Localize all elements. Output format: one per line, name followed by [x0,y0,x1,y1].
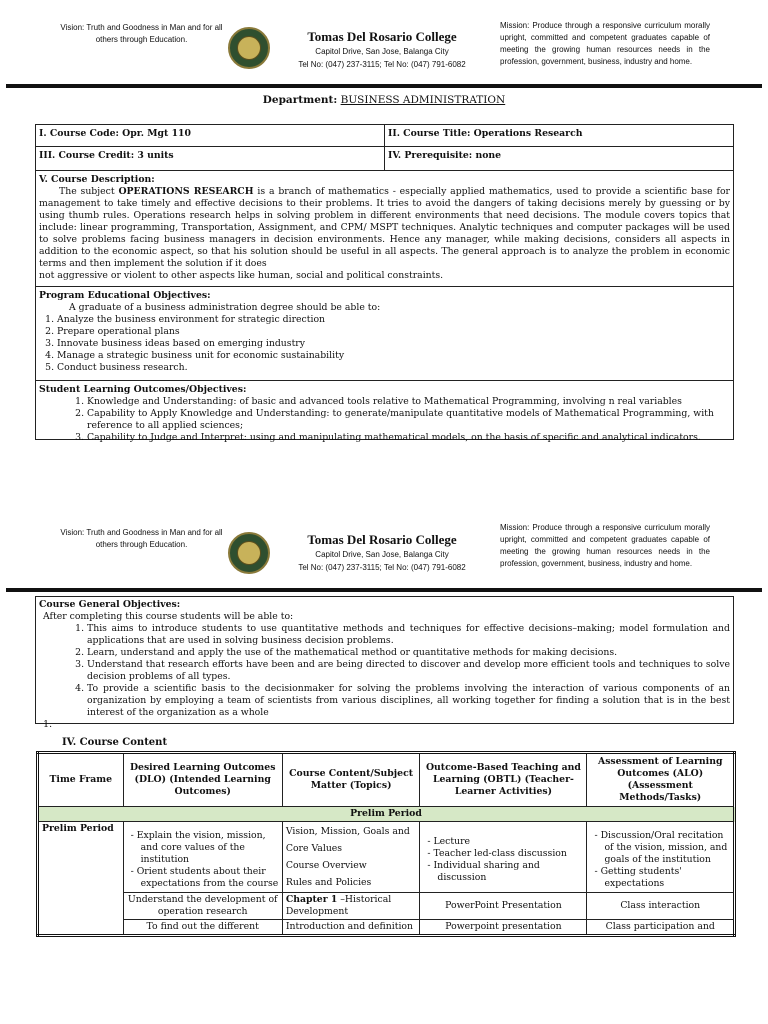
description-heading: V. Course Description: [39,174,155,185]
table-row [38,920,735,936]
college-seal-icon [228,27,270,69]
dlo-cell: Understand the development of operation research [123,893,282,920]
course-content-table-wrap [36,751,736,937]
header-dlo: Desired Learning Outcomes (DLO) (Intended Learning Outcomes) [123,753,282,807]
list-item: 5. Conduct business research. [57,362,730,374]
college-seal-icon [228,532,270,574]
vision-statement: Vision: Truth and Goodness in Man and for all others through Education. [60,528,223,549]
description-lead: The subject [59,186,119,197]
course-content-heading: IV. Course Content [62,737,168,748]
topics-cell [282,893,420,920]
list-item: - Individual sharing and discussion [437,860,583,884]
vision-statement: Vision: Truth and Goodness in Man and for all others through Education. [60,23,223,44]
list-item: 3. Understand that research efforts have been and are being directed to discover and develop more efficient tools and techniques to solve decision problems of all types. [87,659,730,683]
time-frame-cell: Prelim Period [38,822,124,936]
list-item: - Orient students about their expectations from the course [141,866,279,890]
obtl-cell: PowerPoint Presentation [420,893,587,920]
list-item: 1. Analyze the business environment for strategic direction [57,314,730,326]
list-item: 4. Manage a strategic business unit for economic sustainability [57,350,730,362]
list-item: - Teacher led-class discussion [437,848,583,860]
dlo-cell [123,822,282,893]
college-name: Tomas Del Rosario College [307,29,457,44]
period-band: Prelim Period [38,807,735,822]
cgo-list [39,623,730,719]
course-content-table [36,751,736,937]
table-row [38,807,735,822]
list-item: 2. Learn, understand and apply the use of the mathematical method or quantitative methods for making decisions. [87,647,730,659]
peo-list [39,314,730,374]
dlo-cell: To find out the different [123,920,282,936]
course-title: II. Course Title: Operations Research [385,125,733,147]
course-general-objectives [35,596,734,724]
header-alo: Assessment of Learning Outcomes (ALO) (Assessment Methods/Tasks) [587,753,735,807]
alo-cell [587,822,735,893]
description-body [39,186,730,270]
table-row [38,822,735,893]
mission-statement: Mission: Produce through a responsive curriculum morally upright, committed and competent graduates capable of meeting the growing human resources needs in the profession, government, business, industry and home. [500,523,710,568]
department-line [0,94,768,106]
slo-heading: Student Learning Outcomes/Objectives: [39,384,247,395]
topic-item: Course Overview [285,860,367,871]
course-credit: III. Course Credit: 3 units [36,147,385,171]
program-objectives [36,287,733,381]
list-item: 1. Knowledge and Understanding: of basic and advanced tools relative to Mathematical Programming, involving n real variables [87,396,730,408]
department-label: Department: [262,94,338,106]
list-item: 2. Capability to Apply Knowledge and Understanding: to generate/manipulate quantitative models of Mathematical Programming, with reference to all applied sciences; [87,408,730,432]
list-item: 3. Capability to Judge and Interpret: using and manipulating mathematical models, on the basis of specific and analytical indicators. [87,432,730,444]
list-item: 2. Prepare operational plans [57,326,730,338]
obtl-cell [420,822,587,893]
header-topics: Course Content/Subject Matter (Topics) [282,753,420,807]
student-learning-outcomes [36,381,733,443]
mission-statement: Mission: Produce through a responsive curriculum morally upright, committed and competent graduates capable of meeting the growing human resources needs in the profession, government, business, industry and home. [500,21,710,66]
chapter-label: Chapter 1 [285,894,338,905]
table-header-row [38,753,735,807]
alo-cell: Class interaction [587,893,735,920]
course-description [36,171,733,287]
list-item: 1. This aims to introduce students to use quantitative methods and techniques for effective decisions–making; model formulation and applications that are used in solving business decision problems. [87,623,730,647]
list-item: - Explain the vision, mission, and core values of the institution [141,830,279,866]
header-divider [6,588,762,592]
college-name: Tomas Del Rosario College [307,532,457,547]
obtl-cell: Powerpoint presentation [420,920,587,936]
cgo-heading: Course General Objectives: [39,599,181,610]
course-code: I. Course Code: Opr. Mgt 110 [36,125,385,147]
college-address: Capitol Drive, San Jose, Balanga City [315,47,449,56]
course-info-box [35,124,734,443]
list-item: - Discussion/Oral recitation of the vision, mission, and goals of the institution [604,830,730,866]
department-name: BUSINESS ADMINISTRATION [340,94,506,106]
list-item: 4. To provide a scientific basis to the decisionmaker for solving the problems involving the interaction of various components of an organization by employing a team of scientists from various disciplines, all working together for finding a solution that is in the best interest of the organization as a whole [87,683,730,719]
table-row [38,893,735,920]
college-telephone: Tel No: (047) 237-3115; Tel No: (047) 791-6082 [298,60,466,69]
list-item: 3. Innovate business ideas based on emerging industry [57,338,730,350]
chapter-title: –Historical Development [285,894,392,917]
college-telephone: Tel No: (047) 237-3115; Tel No: (047) 791-6082 [298,563,466,572]
peo-intro: A graduate of a business administration degree should be able to: [69,302,381,313]
description-text: is a branch of mathematics - especially applied mathematics, used to provide a scientific base for management to take timely and effective decisions to their problems. It tries to avoid the dangers of taking decisions merely by guessing or by using thumb rules. Operations research helps in solving problem in different environments that need decisions. The module covers topics that include: linear programming, Transportation, Assignment, and CPM/ MSPT techniques. Analytic techniques and computer packages will be used to solve problems facing business managers in decision environments. Hence any manager, while making decisions, considers all aspects in addition to the economic aspect, so that his solution should be useful in all aspects. The general approach is to analyze the problem in economic terms and then implement the solution if it does [39,186,730,269]
topics-cell [282,822,420,893]
peo-heading: Program Educational Objectives: [39,290,211,301]
description-subject: OPERATIONS RESEARCH [118,186,254,197]
description-tail: not aggressive or violent to other aspects like human, social and political constraints. [39,270,444,281]
alo-cell: Class participation and [587,920,735,936]
course-prerequisite: IV. Prerequisite: none [385,147,733,171]
cgo-intro: After completing this course students will be able to: [43,611,294,622]
list-item [55,719,730,731]
topics-cell: Introduction and definition [282,920,420,936]
topic-item: Rules and Policies [285,877,372,888]
list-item: - Lecture [437,836,583,848]
list-item: - Getting students' expectations [604,866,730,890]
cgo-list-tail [39,719,730,731]
college-address: Capitol Drive, San Jose, Balanga City [315,550,449,559]
slo-list [39,396,730,444]
topic-item: Vision, Mission, Goals and Core Values [285,826,410,854]
header-divider [6,84,762,88]
header-time-frame: Time Frame [38,753,124,807]
header-obtl: Outcome-Based Teaching and Learning (OBTL) (Teacher-Learner Activities) [420,753,587,807]
